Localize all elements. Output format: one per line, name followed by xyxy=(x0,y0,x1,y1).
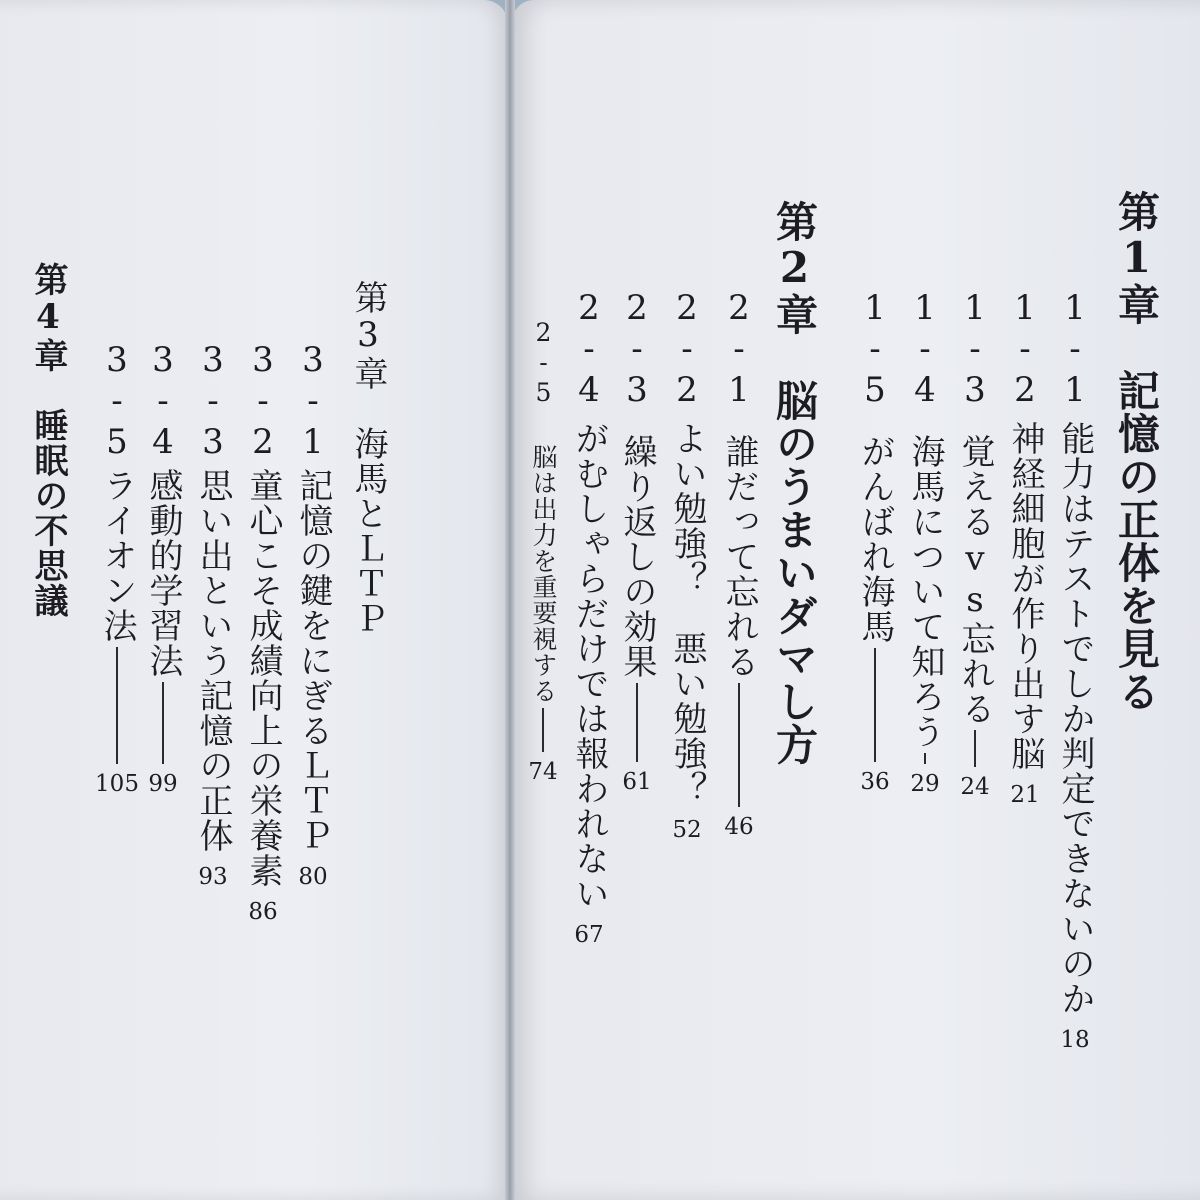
leader-line xyxy=(974,730,976,767)
toc-entry-1-5[interactable]: 1-5 がんばれ海馬 36 xyxy=(855,288,895,795)
toc-entry-1-2[interactable]: 1-2 神経細胞が作り出す脳 21 xyxy=(1005,288,1045,808)
chapter-2-heading: 第2章 脳のうまいダマし方 xyxy=(770,200,819,766)
chapter-1-heading: 第1章 記憶の正体を見る xyxy=(1112,190,1161,713)
leader-line xyxy=(542,708,544,752)
leader-line xyxy=(874,648,876,762)
toc-entry-2-5[interactable]: 2-5 脳は出力を重要視する 74 xyxy=(528,318,558,785)
toc-entry-1-3[interactable]: 1-3 覚えるvs忘れる 24 xyxy=(955,288,995,800)
chapter-3-heading: 第3章 海馬とＬＴＰ xyxy=(348,280,388,636)
toc-entry-3-3[interactable]: 3-3 思い出という記憶の正体 93 xyxy=(193,340,233,890)
toc-entry-3-5[interactable]: 3-5 ライオン法 105 xyxy=(95,340,139,797)
toc-entry-2-1[interactable]: 2-1 誰だって忘れる 46 xyxy=(719,288,759,840)
toc-entry-2-2[interactable]: 2-2 よい勉強？ 悪い勉強？ 52 xyxy=(667,288,707,843)
toc-entry-2-3[interactable]: 2-3 繰り返しの効果 61 xyxy=(617,288,657,795)
toc-entry-1-4[interactable]: 1-4 海馬について知ろう 29 xyxy=(905,288,945,797)
book-gutter xyxy=(505,0,515,1200)
toc-entry-2-4[interactable]: 2-4 がむしゃらだけでは報われない 67 xyxy=(569,288,609,948)
toc-entry-3-2[interactable]: 3-2 童心こそ成績向上の栄養素 86 xyxy=(243,340,283,925)
leader-line xyxy=(116,647,118,764)
toc-entry-1-1[interactable]: 1-1 能力はテストでしか判定できないのか 18 xyxy=(1055,288,1095,1053)
chapter-4-heading: 第4章 睡眠の不思議 xyxy=(28,262,68,618)
leader-line xyxy=(738,683,740,807)
leader-line xyxy=(162,682,164,764)
leader-line xyxy=(636,683,638,762)
toc-entry-3-1[interactable]: 3-1 記憶の鍵をにぎるＬＴＰ 80 xyxy=(293,340,333,890)
toc-entry-3-4[interactable]: 3-4 感動的学習法 99 xyxy=(143,340,183,797)
leader-line xyxy=(924,753,926,764)
